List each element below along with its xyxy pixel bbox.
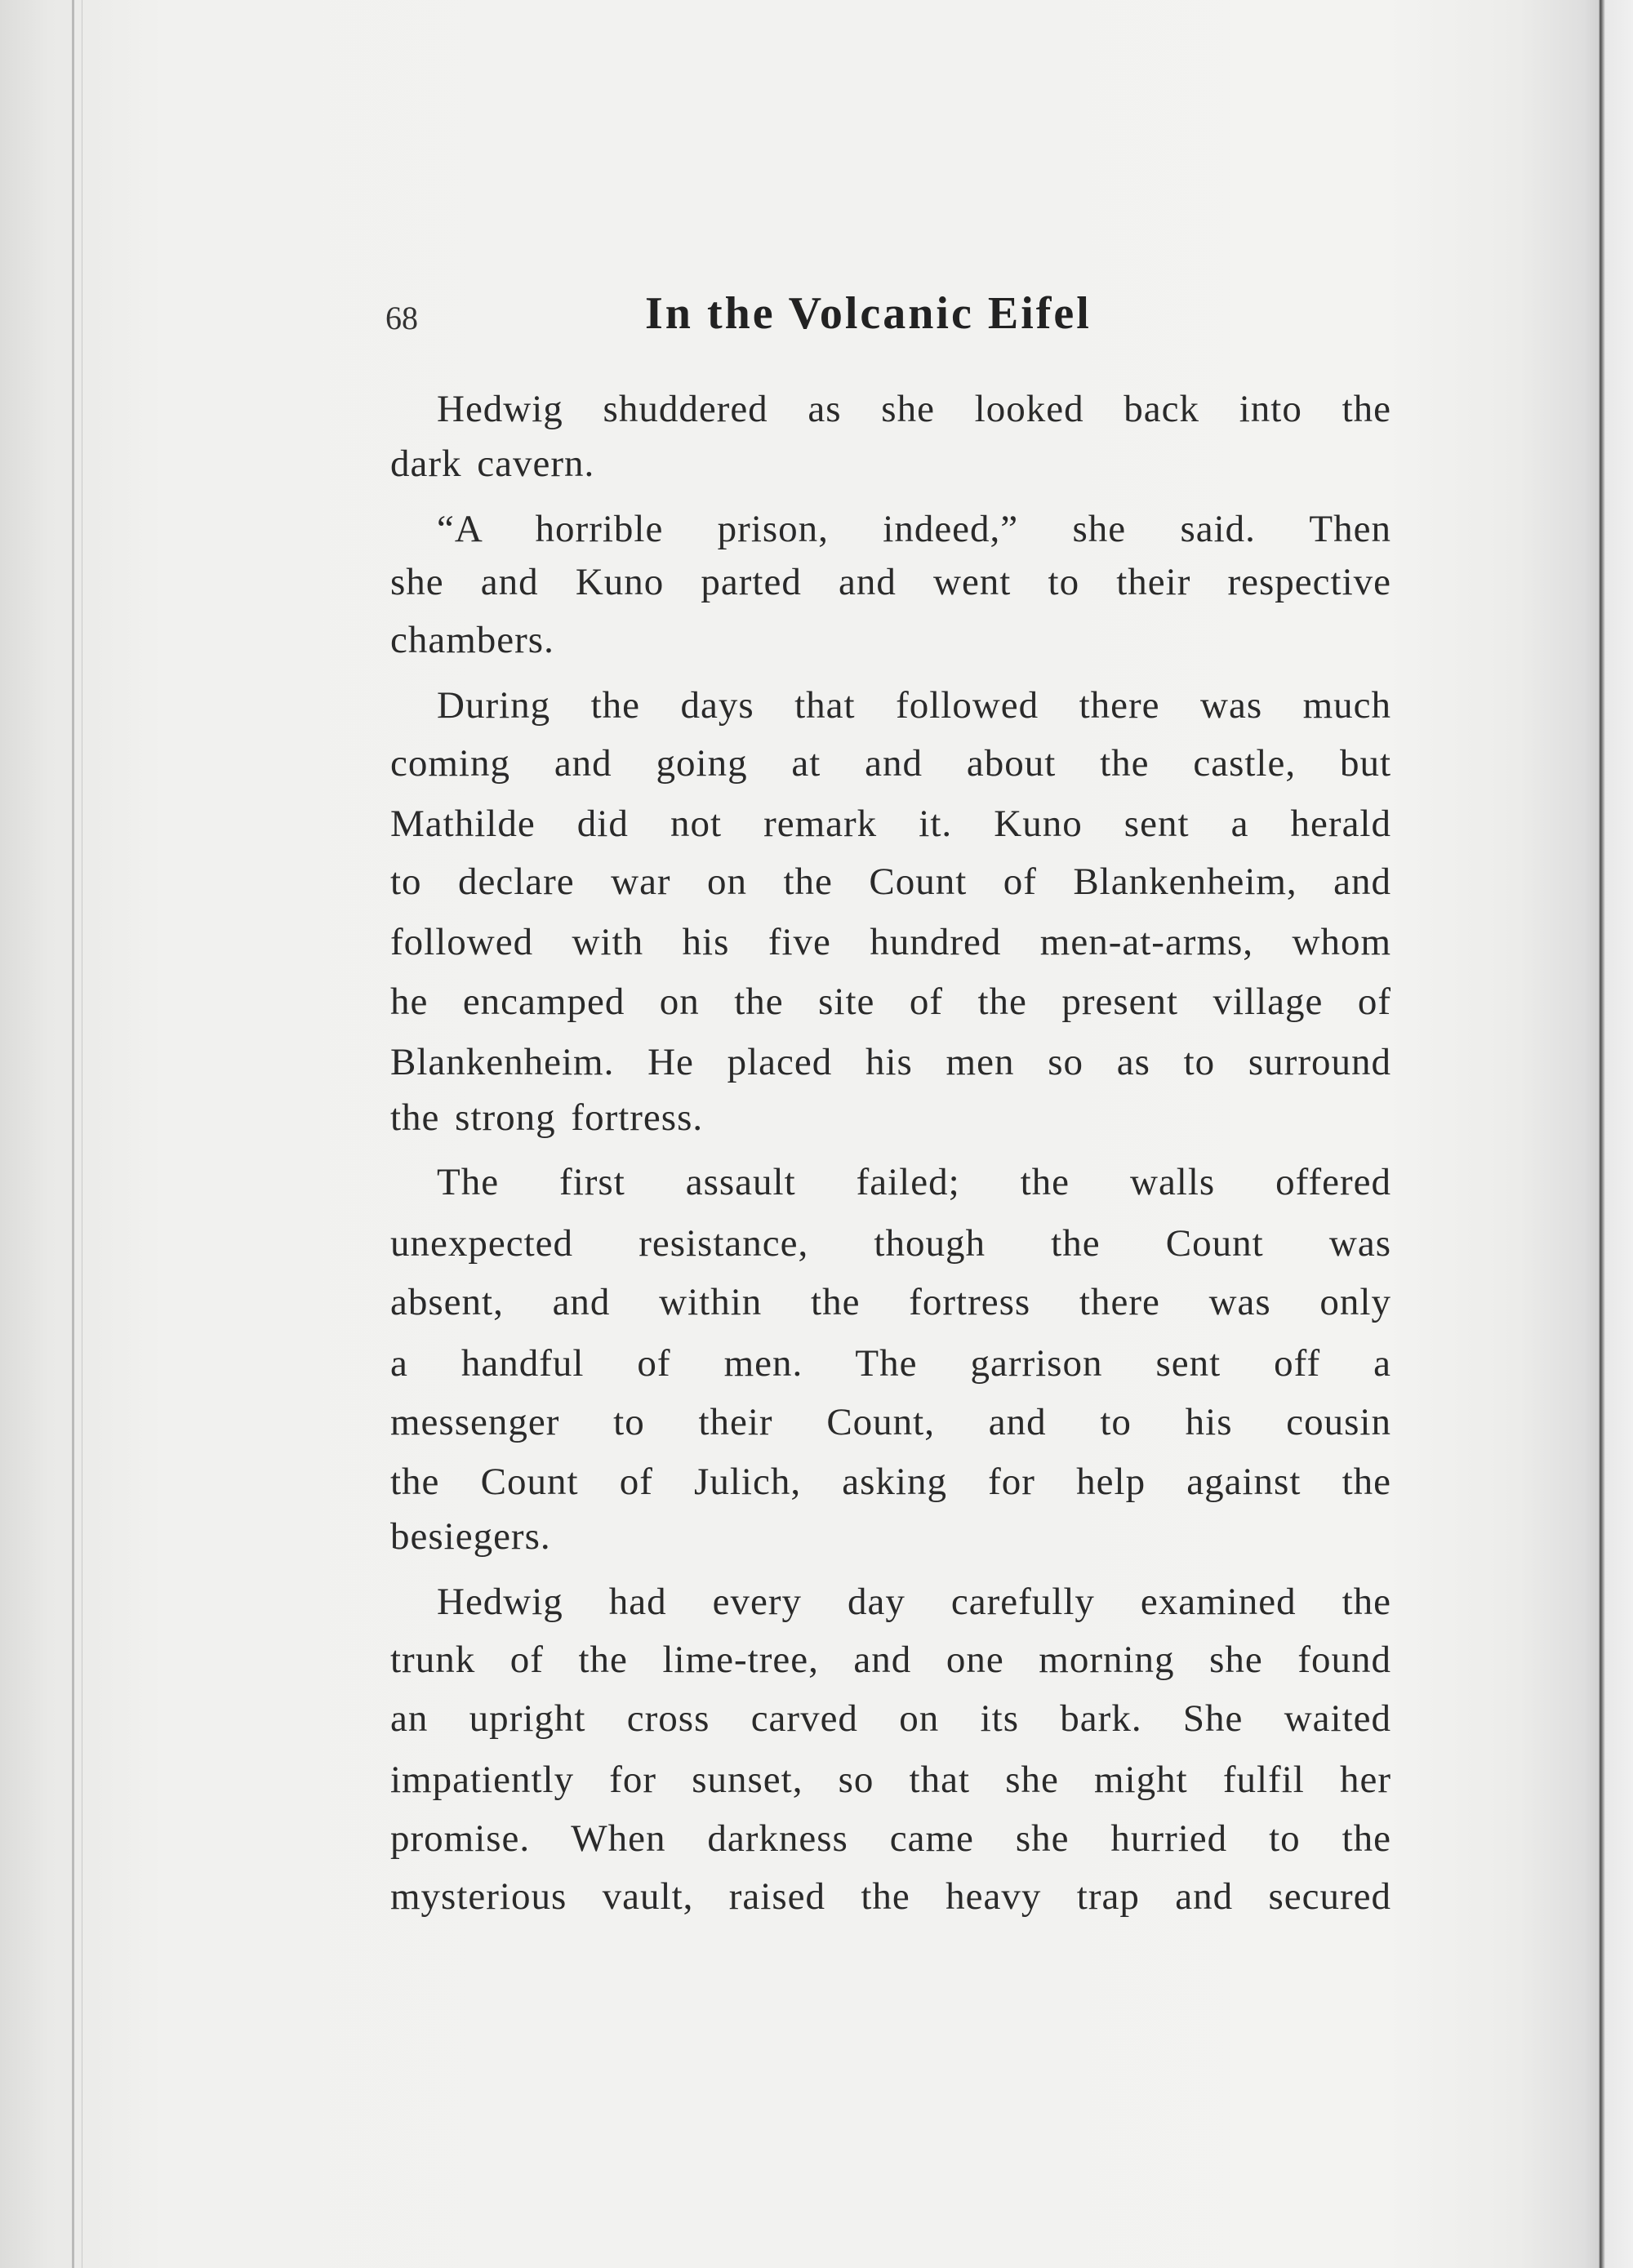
text-line: chambers.: [390, 619, 554, 661]
text-line: Hedwig had every day carefully examined the: [437, 1581, 1391, 1623]
text-line: besiegers.: [390, 1515, 551, 1558]
text-line: a handful of men. The garrison sent off a: [390, 1342, 1391, 1385]
text-line: promise. When darkness came she hurried to the: [390, 1817, 1391, 1860]
text-line: he encamped on the site of the present village of: [390, 981, 1391, 1023]
text-line: Blankenheim. He placed his men so as to surround: [390, 1041, 1391, 1083]
text-line: to declare war on the Count of Blankenheim, and: [390, 861, 1391, 903]
text-line: messenger to their Count, and to his cousin: [390, 1401, 1391, 1443]
text-line: trunk of the lime-tree, and one morning she found: [390, 1639, 1391, 1681]
text-line: coming and going at and about the castle, but: [390, 742, 1391, 785]
text-line: mysterious vault, raised the heavy trap and secured: [390, 1875, 1391, 1918]
running-title: In the Volcanic Eifel: [645, 288, 1092, 339]
text-line: dark cavern.: [390, 442, 595, 485]
text-line: absent, and within the fortress there was only: [390, 1281, 1391, 1323]
text-line: followed with his five hundred men-at-arms, whom: [390, 921, 1391, 963]
text-line: The first assault failed; the walls offered: [437, 1161, 1391, 1203]
text-line: impatiently for sunset, so that she might fulfil her: [390, 1759, 1391, 1801]
text-line: the strong fortress.: [390, 1096, 704, 1139]
text-line: “A horrible prison, indeed,” she said. Then: [437, 508, 1391, 550]
text-line: Mathilde did not remark it. Kuno sent a herald: [390, 803, 1391, 845]
page-edge: [72, 0, 74, 2268]
text-line: she and Kuno parted and went to their respective: [390, 561, 1391, 603]
text-line: During the days that followed there was much: [437, 684, 1391, 727]
text-line: the Count of Julich, asking for help against the: [390, 1461, 1391, 1503]
text-line: unexpected resistance, though the Count was: [390, 1222, 1391, 1265]
page-number: 68: [385, 300, 418, 336]
text-line: Hedwig shuddered as she looked back into the: [437, 388, 1391, 430]
text-line: an upright cross carved on its bark. She waited: [390, 1697, 1391, 1740]
